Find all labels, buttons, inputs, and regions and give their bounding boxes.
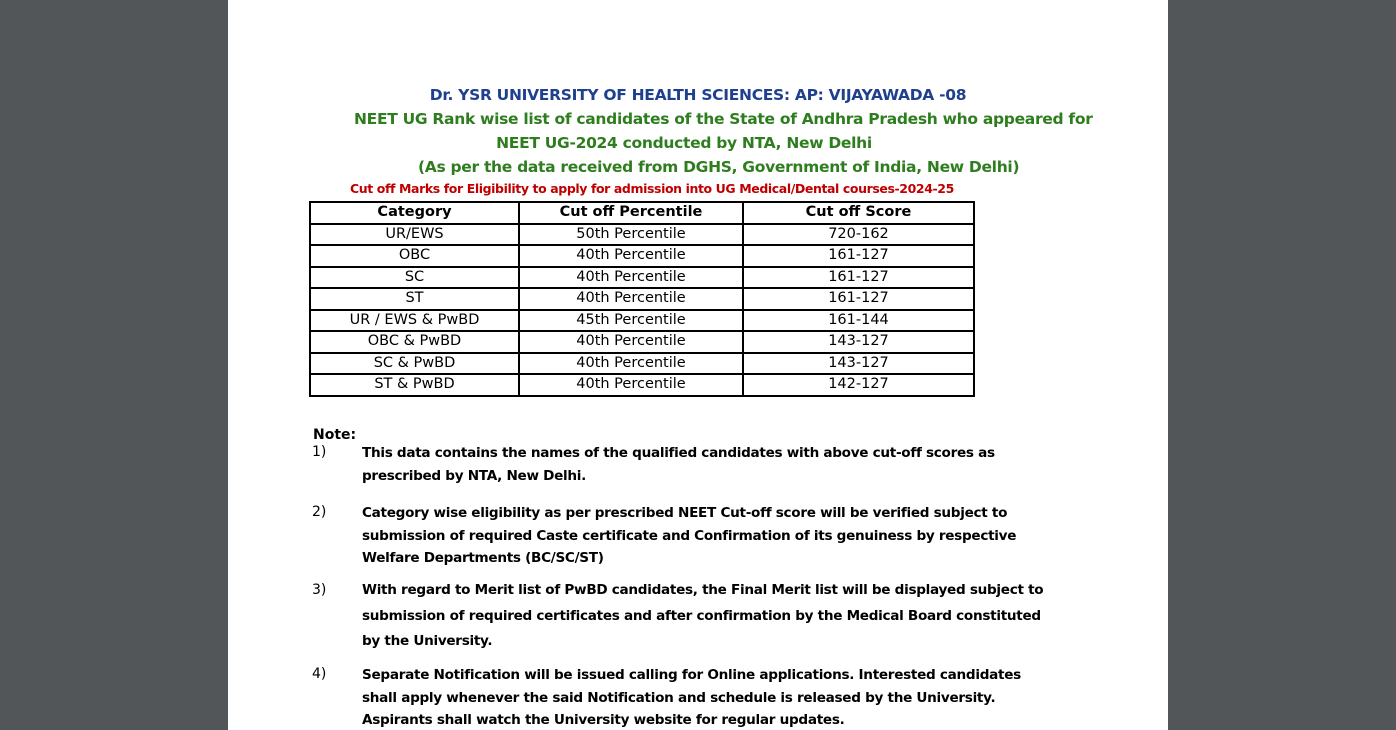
cell-score: 142-127: [743, 374, 974, 396]
data-source: (As per the data received from DGHS, Government of India, New Delhi): [418, 158, 1020, 176]
cell-percentile: 45th Percentile: [519, 310, 743, 332]
note-text: Category wise eligibility as per prescribed NEET Cut-off score will be verified subject to submission of required Caste certificate and Confirmation of its genuiness by respective Welfare Departments (BC/SC/ST): [362, 505, 1017, 566]
note-number: 3): [312, 582, 327, 598]
cell-score: 720-162: [743, 224, 974, 246]
exam-title: NEET UG-2024 conducted by NTA, New Delhi: [496, 134, 872, 152]
cutoff-table: [309, 201, 975, 397]
cell-category: SC & PwBD: [310, 353, 519, 375]
document-page: [228, 0, 1168, 730]
cell-category: OBC: [310, 245, 519, 267]
cell-score: 143-127: [743, 353, 974, 375]
table-row: [310, 310, 974, 332]
cell-category: OBC & PwBD: [310, 331, 519, 353]
cell-category: UR / EWS & PwBD: [310, 310, 519, 332]
cell-score: 161-127: [743, 245, 974, 267]
column-header-percentile: Cut off Percentile: [519, 202, 743, 224]
table-row: [310, 245, 974, 267]
cell-percentile: 40th Percentile: [519, 267, 743, 289]
column-header-category: Category: [310, 202, 519, 224]
cell-percentile: 40th Percentile: [519, 374, 743, 396]
cell-percentile: 40th Percentile: [519, 245, 743, 267]
list-title: NEET UG Rank wise list of candidates of the State of Andhra Pradesh who appeared for: [354, 110, 1093, 128]
cell-category: ST: [310, 288, 519, 310]
table-row: [310, 267, 974, 289]
note-text: This data contains the names of the qualified candidates with above cut-off scores as prescribed by NTA, New Delhi.: [362, 445, 995, 484]
cell-score: 161-144: [743, 310, 974, 332]
cell-score: 143-127: [743, 331, 974, 353]
cell-category: UR/EWS: [310, 224, 519, 246]
cutoff-title: Cut off Marks for Eligibility to apply for admission into UG Medical/Dental courses-2024-25: [350, 181, 954, 196]
cell-percentile: 40th Percentile: [519, 288, 743, 310]
cell-category: SC: [310, 267, 519, 289]
note-number: 4): [312, 666, 327, 682]
university-title: Dr. YSR UNIVERSITY OF HEALTH SCIENCES: AP: VIJAYAWADA -08: [429, 86, 967, 104]
cell-percentile: 40th Percentile: [519, 353, 743, 375]
table-row: [310, 374, 974, 396]
table-row: [310, 331, 974, 353]
cell-category: ST & PwBD: [310, 374, 519, 396]
note-text: Separate Notification will be issued calling for Online applications. Interested candidates shall apply whenever the said Notification and schedule is released by the University. Aspirants shall watch the University website for regular updates.: [362, 667, 1021, 728]
note-text: With regard to Merit list of PwBD candidates, the Final Merit list will be displayed subject to submission of required certificates and after confirmation by the Medical Board constituted by the University.: [362, 582, 1044, 649]
note-number: 2): [312, 504, 327, 520]
table-row: [310, 224, 974, 246]
cell-percentile: 50th Percentile: [519, 224, 743, 246]
note-number: 1): [312, 444, 327, 460]
table-row: [310, 288, 974, 310]
notes-title: Note:: [313, 427, 357, 443]
cell-percentile: 40th Percentile: [519, 331, 743, 353]
column-header-score: Cut off Score: [743, 202, 974, 224]
cell-score: 161-127: [743, 267, 974, 289]
cell-score: 161-127: [743, 288, 974, 310]
table-header-row: [310, 202, 974, 224]
table-row: [310, 353, 974, 375]
